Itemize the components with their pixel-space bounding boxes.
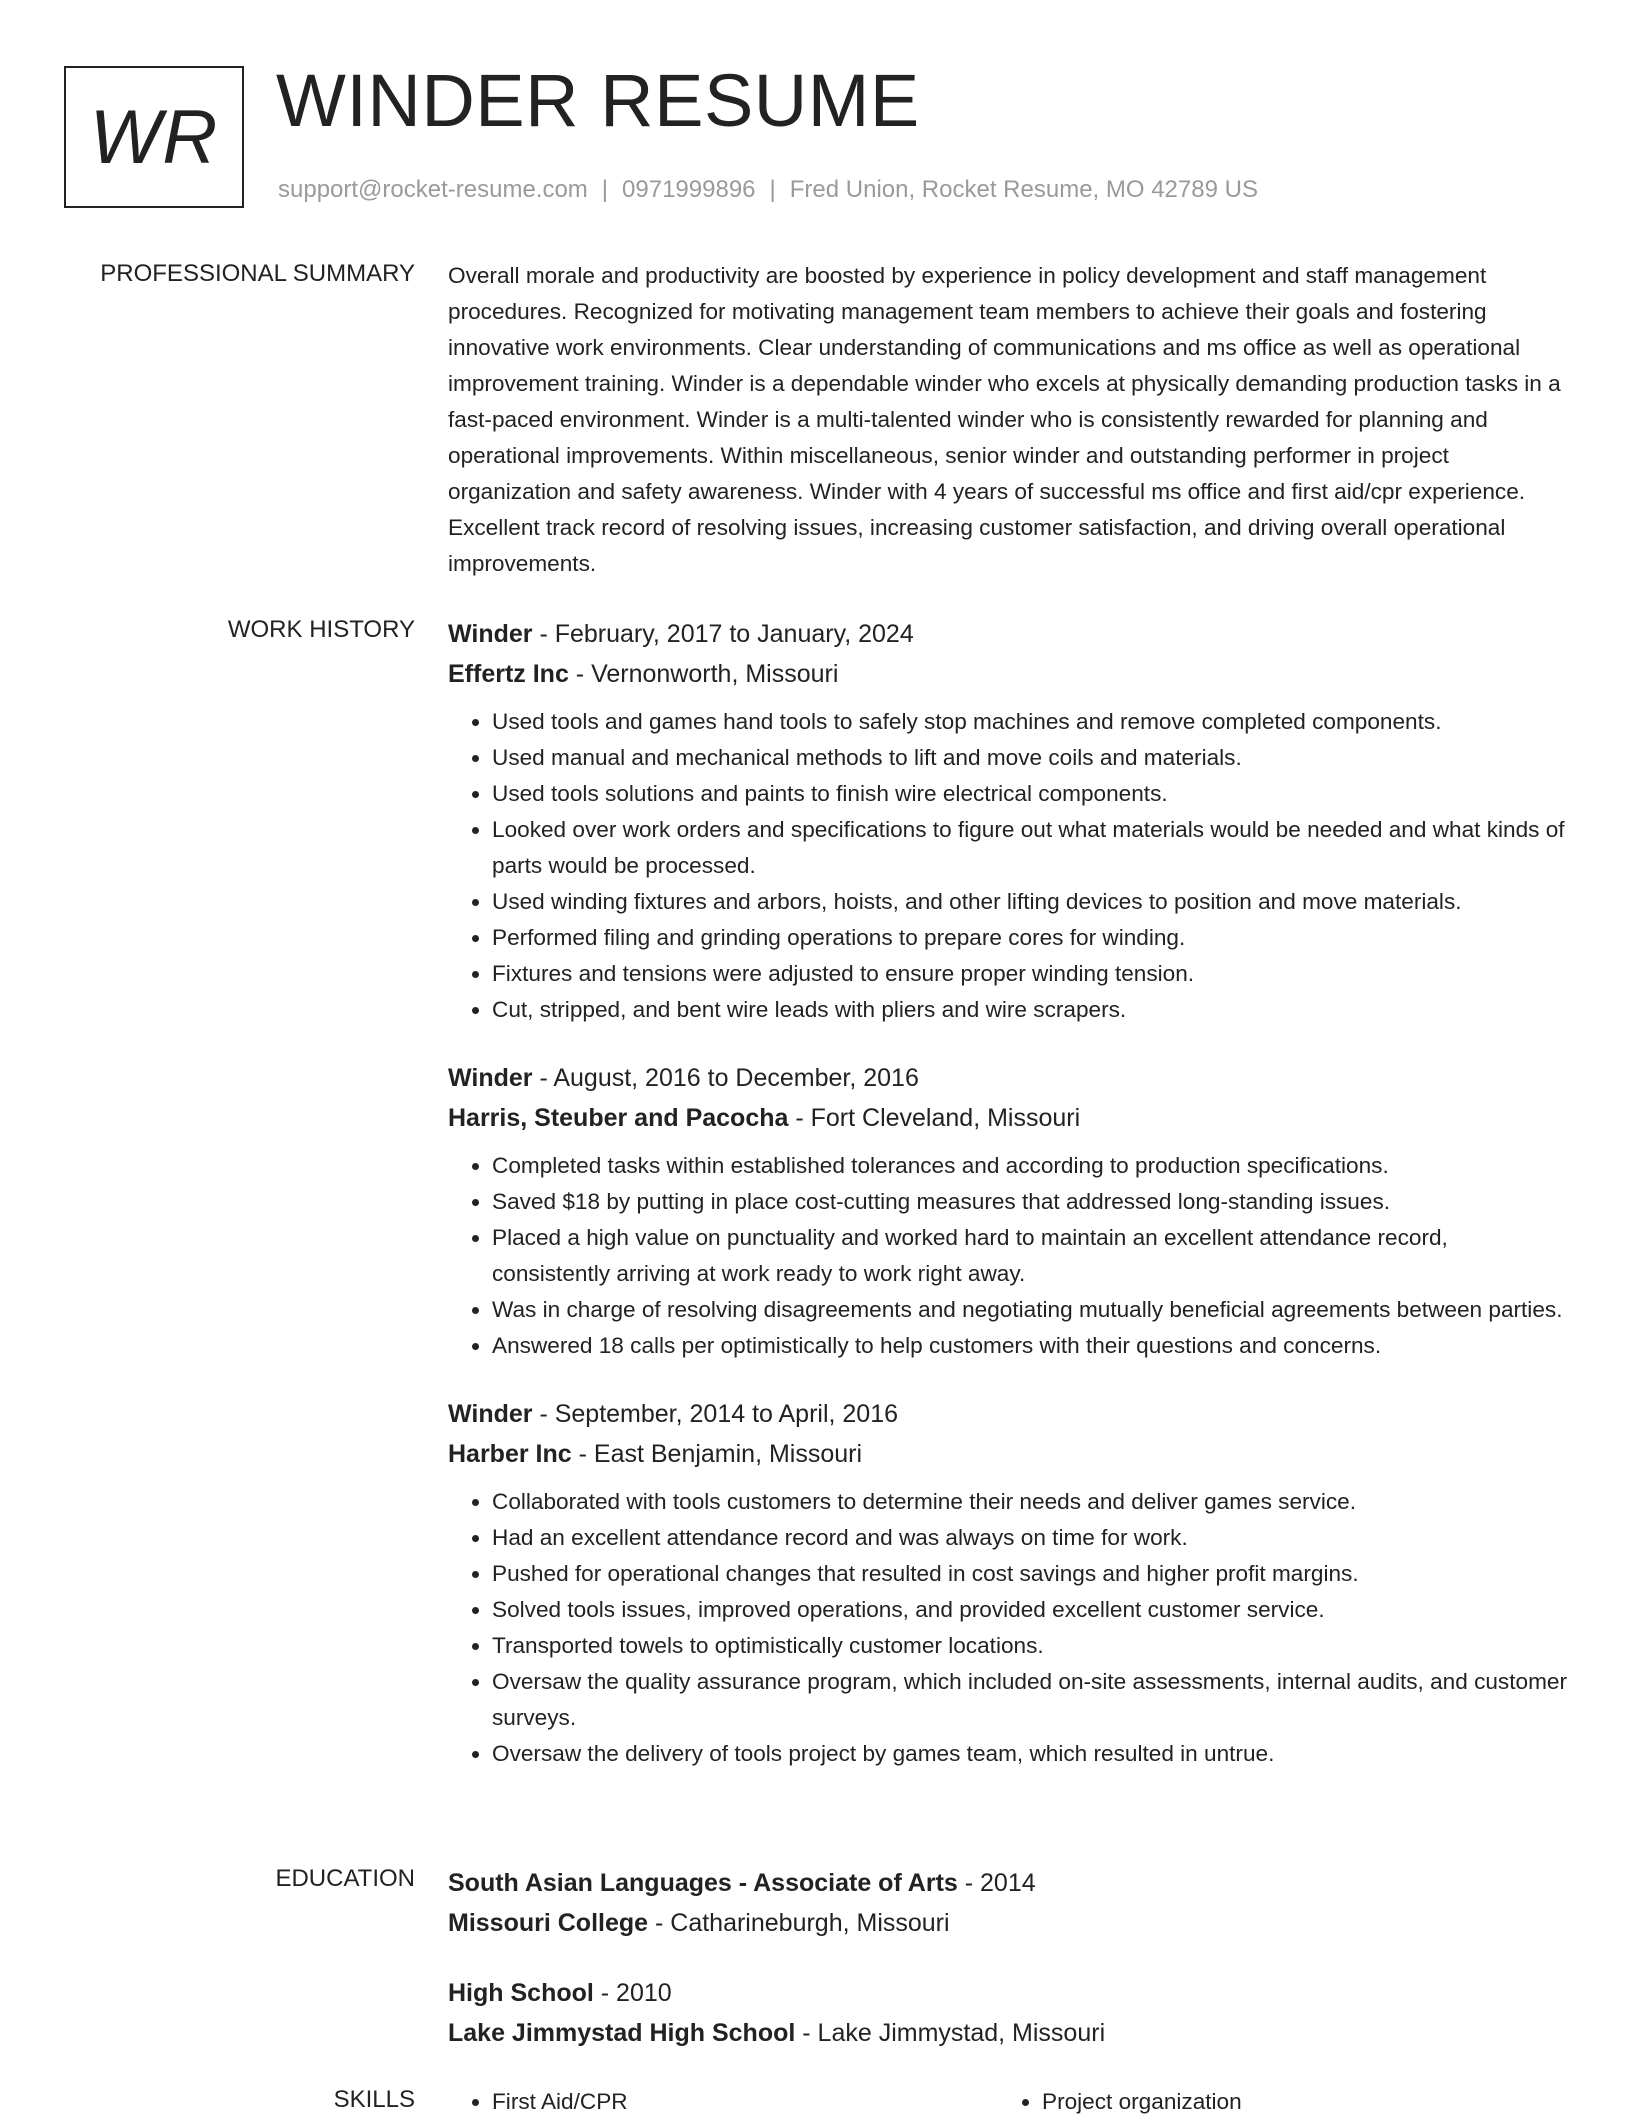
job-entry: [448, 1394, 1568, 1772]
job-role: Winder: [448, 1064, 533, 1092]
job-title-line: [448, 1394, 1568, 1434]
job-bullet: • Saved $18 by putting in place cost-cutting measures that addressed long-standing issues.: [492, 1184, 1568, 1220]
education-location: - Lake Jimmystad, Missouri: [795, 2019, 1106, 2047]
skills-list-left: [448, 2084, 998, 2120]
job-bullet: • Used tools solutions and paints to finish wire electrical components.: [492, 776, 1568, 812]
monogram-box: [64, 66, 244, 208]
monogram-initials: WR: [89, 94, 219, 180]
job-bullet: • Performed filing and grinding operations to prepare cores for winding.: [492, 920, 1568, 956]
job-bullets: [448, 1484, 1568, 1772]
job-company-line: [448, 1098, 1568, 1138]
job-location: - Vernonworth, Missouri: [568, 660, 839, 688]
job-bullet: • Used manual and mechanical methods to lift and move coils and materials.: [492, 740, 1568, 776]
job-dates: - September, 2014 to April, 2016: [532, 1400, 899, 1428]
job-bullet: • Oversaw the quality assurance program, which included on-site assessments, internal audits, and customer surveys.: [492, 1664, 1568, 1736]
education-location: - Catharineburgh, Missouri: [648, 1909, 950, 1937]
skills-list-right: [998, 2084, 1548, 2120]
job-company-line: [448, 654, 1568, 694]
job-bullet: • Used winding fixtures and arbors, hoists, and other lifting devices to position and move materials.: [492, 884, 1568, 920]
skill-item: • First Aid/CPR: [492, 2084, 998, 2120]
education-degree: South Asian Languages - Associate of Arts: [448, 1869, 958, 1897]
job-entry: [448, 1058, 1568, 1364]
job-bullet: • Looked over work orders and specifications to figure out what materials would be needed and what kinds of parts would be processed.: [492, 812, 1568, 884]
job-bullet: • Completed tasks within established tolerances and according to production specifications.: [492, 1148, 1568, 1184]
education-entry: [448, 1863, 1568, 1943]
education-degree: High School: [448, 1979, 594, 2007]
job-company-line: [448, 1434, 1568, 1474]
contact-phone: 0971999896: [622, 176, 756, 203]
job-bullet: • Used tools and games hand tools to safely stop machines and remove completed components.: [492, 704, 1568, 740]
job-bullet: • Answered 18 calls per optimistically to help customers with their questions and concerns.: [492, 1328, 1568, 1364]
work-history-body: [448, 614, 1568, 1772]
contact-address: Fred Union, Rocket Resume, MO 42789 US: [789, 176, 1258, 203]
job-bullet: • Pushed for operational changes that resulted in cost savings and higher profit margins.: [492, 1556, 1568, 1592]
job-location: - East Benjamin, Missouri: [571, 1440, 863, 1468]
education-school-line: [448, 2013, 1568, 2053]
job-role: Winder: [448, 1400, 533, 1428]
job-bullet: • Fixtures and tensions were adjusted to ensure proper winding tension.: [492, 956, 1568, 992]
contact-line: [278, 174, 1258, 206]
education-year: - 2010: [593, 1979, 672, 2007]
job-bullet: • Collaborated with tools customers to determine their needs and deliver games service.: [492, 1484, 1568, 1520]
job-title-line: [448, 1058, 1568, 1098]
job-bullet: • Was in charge of resolving disagreements and negotiating mutually beneficial agreements between parties.: [492, 1292, 1568, 1328]
resume-name: WINDER RESUME: [276, 59, 920, 142]
job-bullets: [448, 1148, 1568, 1364]
job-role: Winder: [448, 620, 533, 648]
job-title-line: [448, 614, 1568, 654]
job-bullet: • Cut, stripped, and bent wire leads with pliers and wire scrapers.: [492, 992, 1568, 1028]
contact-email: support@rocket-resume.com: [278, 176, 588, 203]
skill-item: • Project organization: [1042, 2084, 1548, 2120]
job-company: Harber Inc: [448, 1440, 572, 1468]
education-body: [448, 1863, 1568, 2053]
job-bullet: • Solved tools issues, improved operations, and provided excellent customer service.: [492, 1592, 1568, 1628]
job-bullet: • Oversaw the delivery of tools project by games team, which resulted in untrue.: [492, 1736, 1568, 1772]
job-company: Effertz Inc: [448, 660, 569, 688]
job-company: Harris, Steuber and Pacocha: [448, 1104, 789, 1132]
contact-separator: |: [769, 176, 776, 203]
job-location: - Fort Cleveland, Missouri: [788, 1104, 1081, 1132]
summary-body: [448, 258, 1568, 582]
section-title-skills: SKILLS: [333, 2086, 415, 2113]
education-school-line: [448, 1903, 1568, 1943]
education-degree-line: [448, 1973, 1568, 2013]
education-school: Lake Jimmystad High School: [448, 2019, 796, 2047]
job-bullets: [448, 704, 1568, 1028]
education-degree-line: [448, 1863, 1568, 1903]
job-bullet: • Placed a high value on punctuality and worked hard to maintain an excellent attendance record, consistently arriving at work ready to work right away.: [492, 1220, 1568, 1292]
job-entry: [448, 614, 1568, 1028]
job-dates: - August, 2016 to December, 2016: [532, 1064, 919, 1092]
education-school: Missouri College: [448, 1909, 649, 1937]
section-title-education: EDUCATION: [275, 1865, 415, 1892]
summary-text: Overall morale and productivity are boosted by experience in policy development and staff management procedures. Recognized for motivating management team members to achieve their goals and fostering innovative work environments. Clear understanding of communications and ms office as well as operational improvement training. Winder is a dependable winder who excels at physically demanding production tasks in a fast-paced environment. Winder is a multi-talented winder who is consistently rewarded for planning and operational improvements. Within miscellaneous, senior winder and outstanding performer in project organization and safety awareness. Winder with 4 years of successful ms office and first aid/cpr experience. Excellent track record of resolving issues, increasing customer satisfaction, and driving overall operational improvements.: [448, 263, 1561, 576]
skills-body: [448, 2084, 1568, 2120]
skills-columns: [448, 2084, 1568, 2120]
section-title-work: WORK HISTORY: [227, 616, 415, 643]
job-dates: - February, 2017 to January, 2024: [532, 620, 914, 648]
job-bullet: • Had an excellent attendance record and was always on time for work.: [492, 1520, 1568, 1556]
education-entry: [448, 1973, 1568, 2053]
contact-separator: |: [601, 176, 609, 203]
education-year: - 2014: [957, 1869, 1036, 1897]
section-title-summary: PROFESSIONAL SUMMARY: [100, 260, 415, 287]
job-bullet: • Transported towels to optimistically customer locations.: [492, 1628, 1568, 1664]
